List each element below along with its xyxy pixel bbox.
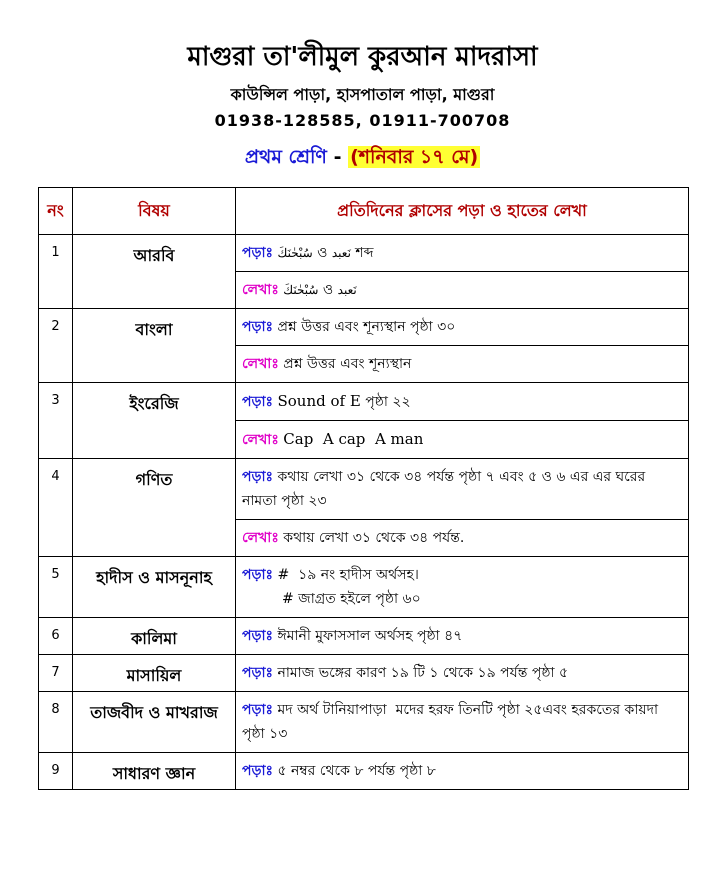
row-number: 1 (39, 235, 73, 309)
phone-numbers: 01938-128585, 01911-700708 (214, 111, 511, 130)
row-number: 4 (39, 459, 73, 557)
header-number: নং (39, 188, 73, 235)
row-number: 3 (39, 383, 73, 459)
read-prefix: পড়াঃ (242, 763, 274, 779)
read-prefix: পড়াঃ (242, 702, 274, 718)
read-prefix: পড়াঃ (242, 469, 274, 485)
read-prefix: পড়াঃ (242, 628, 274, 644)
read-text-english: Sound of E (277, 392, 361, 410)
read-cell (236, 459, 688, 520)
table-row (39, 692, 689, 753)
table-row (39, 383, 689, 459)
write-prefix: লেখাঃ (242, 356, 279, 372)
write-text: কথায় লেখা ৩১ থেকে ৩৪ পর্যন্ত. (283, 530, 465, 546)
table-row (39, 557, 689, 618)
read-prefix: পড়াঃ (242, 394, 274, 410)
arabic-word: سُبْحٰنَكَ (283, 283, 319, 297)
table-row (39, 655, 689, 692)
row-subject: কালিমা (73, 618, 236, 655)
row-subject: তাজবীদ ও মাখরাজ (73, 692, 236, 753)
write-prefix: লেখাঃ (242, 282, 279, 298)
read-text: পৃষ্ঠা ২২ (365, 394, 411, 410)
school-title: মাগুরা তা'লীমুল কুরআন মাদরাসা (187, 42, 538, 72)
class-label: প্রথম শ্রেণি (244, 146, 327, 168)
read-cell (236, 309, 688, 346)
read-prefix: পড়াঃ (242, 245, 274, 261)
table-row (39, 309, 689, 383)
read-text: ৫ নম্বর থেকে ৮ পর্যন্ত পৃষ্ঠা ৮ (277, 763, 436, 779)
row-subject: সাধারণ জ্ঞান (73, 753, 236, 790)
read-text: মদ অর্থ টানিয়াপাড়া মদের হরফ তিনটি পৃষ্ঠা ২৫এবং হরকতের কায়দা পৃষ্ঠা ১৩ (242, 702, 663, 742)
header-daily-work: প্রতিদিনের ক্লাসের পড়া ও হাতের লেখা (236, 188, 689, 235)
read-prefix: পড়াঃ (242, 567, 274, 583)
row-number: 6 (39, 618, 73, 655)
read-text: প্রশ্ন উত্তর এবং শূন্যস্থান পৃষ্ঠা ৩০ (277, 319, 456, 335)
read-cell (236, 383, 688, 421)
class-date-line (0, 143, 725, 175)
write-cell (236, 421, 688, 459)
table-row (39, 753, 689, 790)
arabic-word: نَعبد (331, 246, 351, 260)
write-prefix: লেখাঃ (242, 530, 279, 546)
write-text: Cap A cap A man (283, 430, 424, 448)
read-text: শব্দ (355, 245, 374, 261)
lesson-table (38, 187, 689, 790)
school-address: কাউন্সিল পাড়া, হাসপাতাল পাড়া, মাগুরা (230, 85, 495, 104)
read-text: ঈমানী মুফাসসাল অর্থসহ পৃষ্ঠা ৪৭ (277, 628, 463, 644)
read-prefix: পড়াঃ (242, 319, 274, 335)
read-cell (236, 753, 688, 789)
table-row (39, 618, 689, 655)
read-cell (236, 655, 688, 691)
arabic-word: نَعبد (337, 283, 357, 297)
write-cell (236, 520, 688, 557)
read-text: # ১৯ নং হাদীস অর্থসহ। (277, 567, 419, 583)
read-cell (236, 557, 688, 617)
row-number: 9 (39, 753, 73, 790)
row-number: 7 (39, 655, 73, 692)
row-subject: আরবি (73, 235, 236, 309)
read-text: কথায় লেখা ৩১ থেকে ৩৪ পর্যন্ত পৃষ্ঠা ৭ এবং ৫ ও ৬ এর এর ঘরের নামতা পৃষ্ঠা ২৩ (242, 469, 646, 509)
row-subject: হাদীস ও মাসনূনাহ (73, 557, 236, 618)
write-cell (236, 346, 688, 383)
row-number: 5 (39, 557, 73, 618)
write-cell (236, 272, 688, 309)
read-cell (236, 618, 688, 654)
row-subject: বাংলা (73, 309, 236, 383)
conjunction: ও (317, 245, 328, 261)
date-label: (শনিবার ১৭ মে) (350, 146, 479, 168)
header-subject: বিষয় (73, 188, 236, 235)
conjunction: ও (322, 282, 334, 298)
write-text: প্রশ্ন উত্তর এবং শূন্যস্থান (283, 356, 412, 372)
read-text-line2: # জাগ্রত হইলে পৃষ্ঠা ৬০ (282, 591, 421, 607)
table-header-row (39, 188, 689, 235)
read-cell (236, 692, 688, 752)
row-subject: গণিত (73, 459, 236, 557)
row-subject: ইংরেজি (73, 383, 236, 459)
row-number: 2 (39, 309, 73, 383)
write-prefix: লেখাঃ (242, 432, 279, 448)
arabic-word: سُبْحٰنَكَ (277, 246, 313, 260)
table-row (39, 459, 689, 557)
row-number: 8 (39, 692, 73, 753)
separator-dash: - (333, 146, 342, 168)
read-text: নামাজ ভঙ্গের কারণ ১৯ টি ১ থেকে ১৯ পর্যন্ত পৃষ্ঠা ৫ (277, 665, 569, 681)
read-cell (236, 235, 688, 272)
table-row (39, 235, 689, 309)
read-prefix: পড়াঃ (242, 665, 274, 681)
row-subject: মাসায়িল (73, 655, 236, 692)
